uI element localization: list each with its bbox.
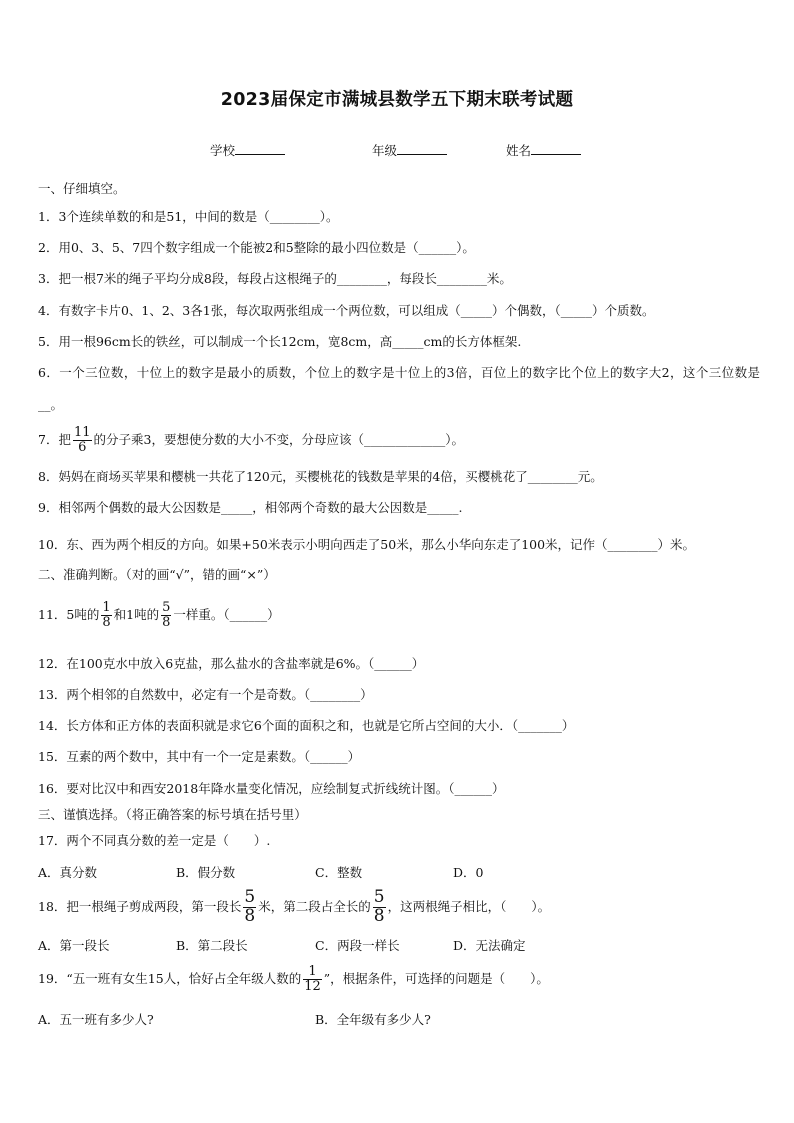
question-12: 12．在100克水中放入6克盐，那么盐水的含盐率就是6%。（______） bbox=[38, 656, 425, 671]
question-8: 8．妈妈在商场买苹果和樱桃一共花了120元，买樱桃花的钱数是苹果的4倍，买樱桃花了________元。 bbox=[38, 469, 603, 484]
name-label: 姓名 bbox=[506, 143, 532, 158]
question-7 bbox=[38, 425, 464, 455]
q18-fraction-2 bbox=[373, 889, 386, 926]
q19-numerator: 1 bbox=[303, 965, 322, 980]
q11-f1-denominator: 8 bbox=[102, 615, 111, 630]
question-17: 17．两个不同真分数的差一定是（ ）. bbox=[38, 833, 271, 848]
q18-f2-denominator: 8 bbox=[373, 906, 385, 926]
q11-f2-denominator: 8 bbox=[162, 615, 171, 630]
q11-fraction-2 bbox=[161, 601, 171, 629]
question-11 bbox=[38, 600, 280, 630]
question-13: 13．两个相邻的自然数中，必定有一个是奇数。（________） bbox=[38, 687, 373, 702]
q19-denominator: 12 bbox=[304, 979, 321, 994]
q18-mid: 米，第二段占全长的 bbox=[258, 899, 371, 914]
q17-option-b[interactable]: B．假分数 bbox=[176, 865, 236, 880]
q18-option-c[interactable]: C．两段一样长 bbox=[315, 938, 400, 953]
question-3: 3．把一根7米的绳子平均分成8段，每段占这根绳子的________，每段长________米。 bbox=[38, 271, 512, 286]
q18-post: ，这两根绳子相比，（ ）。 bbox=[387, 899, 551, 914]
grade-blank[interactable] bbox=[397, 142, 447, 155]
question-9: 9．相邻两个偶数的最大公因数是_____，相邻两个奇数的最大公因数是_____. bbox=[38, 500, 463, 515]
question-6: 6．一个三位数，十位上的数字是最小的质数，个位上的数字是十位上的3倍，百位上的数字比个位上的数字大2，这个三位数是__。 bbox=[38, 365, 760, 412]
name-field bbox=[506, 141, 581, 159]
q18-option-b[interactable]: B．第二段长 bbox=[176, 938, 248, 953]
q7-numerator: 11 bbox=[73, 425, 91, 441]
q18-option-d[interactable]: D．无法确定 bbox=[453, 938, 526, 953]
q19-option-b[interactable]: B．全年级有多少人? bbox=[315, 1012, 431, 1027]
q7-post: 的分子乘3，要想使分数的大小不变，分母应该（_____________）。 bbox=[93, 432, 464, 447]
q19-post: ”，根据条件，可选择的问题是（ ）。 bbox=[323, 971, 549, 986]
q17-option-a[interactable]: A．真分数 bbox=[38, 865, 98, 880]
school-field bbox=[210, 141, 285, 159]
question-1: 1．3个连续单数的和是51，中间的数是（________）。 bbox=[38, 209, 339, 224]
q11-mid: 和1吨的 bbox=[113, 607, 160, 622]
q7-fraction bbox=[73, 426, 92, 454]
q17-option-d[interactable]: D．0 bbox=[453, 865, 484, 880]
question-19 bbox=[38, 961, 549, 997]
question-15: 15．互素的两个数中，其中有一个一定是素数。（______） bbox=[38, 749, 361, 764]
q18-f1-denominator: 8 bbox=[244, 906, 256, 926]
q18-fraction-1 bbox=[243, 889, 256, 926]
q7-denominator: 6 bbox=[78, 440, 87, 455]
q7-pre: 7．把 bbox=[38, 432, 71, 447]
grade-label: 年级 bbox=[372, 143, 398, 158]
section2-heading: 二、准确判断。（对的画“√”，错的画“×”） bbox=[38, 567, 276, 582]
name-blank[interactable] bbox=[531, 142, 581, 155]
school-label: 学校 bbox=[210, 143, 236, 158]
question-14: 14．长方体和正方体的表面积就是求它6个面的面积之和，也就是它所占空间的大小．（_______） bbox=[38, 718, 575, 733]
q17-option-c[interactable]: C．整数 bbox=[315, 865, 363, 880]
question-2: 2．用0、3、5、7四个数字组成一个能被2和5整除的最小四位数是（______）。 bbox=[38, 240, 475, 255]
q11-pre: 11．5吨的 bbox=[38, 607, 100, 622]
q11-post: 一样重。（______） bbox=[173, 607, 280, 622]
question-4: 4．有数字卡片0、1、2、3各1张，每次取两张组成一个两位数，可以组成（_____）个偶数，（_____）个质数。 bbox=[38, 303, 655, 318]
q19-option-a[interactable]: A．五一班有多少人? bbox=[38, 1012, 154, 1027]
question-5: 5．用一根96cm长的铁丝，可以制成一个长12cm，宽8cm，高_____cm的长方体框架. bbox=[38, 334, 522, 349]
q18-f1-numerator: 5 bbox=[244, 887, 256, 908]
q19-pre: 19．“五一班有女生15人，恰好占全年级人数的 bbox=[38, 971, 302, 986]
section1-heading: 一、仔细填空。 bbox=[38, 181, 126, 196]
question-18 bbox=[38, 886, 550, 928]
section3-heading: 三、谨慎选择。（将正确答案的标号填在括号里） bbox=[38, 807, 307, 822]
school-blank[interactable] bbox=[235, 142, 285, 155]
q18-f2-numerator: 5 bbox=[373, 887, 385, 908]
q18-option-a[interactable]: A．第一段长 bbox=[38, 938, 110, 953]
q11-fraction-1 bbox=[101, 601, 111, 629]
question-10: 10．东、西为两个相反的方向。如果+50米表示小明向西走了50米，那么小华向东走了100米，记作（________）米。 bbox=[38, 537, 696, 552]
q19-fraction bbox=[303, 965, 322, 993]
q11-f1-numerator: 1 bbox=[102, 600, 111, 616]
q18-pre: 18．把一根绳子剪成两段，第一段长 bbox=[38, 899, 242, 914]
page-title: 2023届保定市满城县数学五下期末联考试题 bbox=[220, 90, 574, 110]
question-16: 16．要对比汉中和西安2018年降水量变化情况，应绘制复式折线统计图。（______） bbox=[38, 781, 505, 796]
grade-field bbox=[372, 141, 447, 159]
q11-f2-numerator: 5 bbox=[162, 600, 171, 616]
